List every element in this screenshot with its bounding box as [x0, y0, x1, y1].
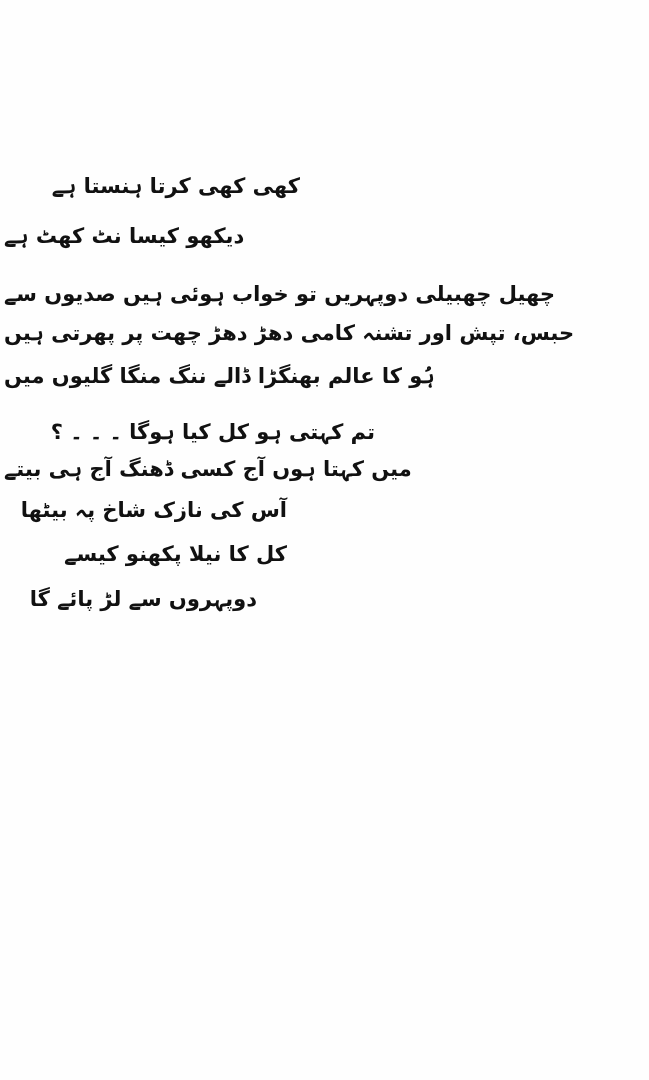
poem-line: کھی کھی کرتا ہنستا ہے	[51, 174, 300, 198]
poem-line: چھیل چھبیلی دوپہریں تو خواب ہوئی ہیں صدیوں سے	[4, 282, 556, 306]
poem-line: دیکھو کیسا نٹ کھٹ ہے	[4, 224, 245, 248]
poem-line: تم کہتی ہو کل کیا ہوگا ۔ ۔ ۔ ؟	[50, 420, 375, 444]
poem-line: ہُو کا عالم بھنگڑا ڈالے ننگ منگا گلیوں میں	[4, 364, 435, 388]
poem-line: میں کہتا ہوں آج کسی ڈھنگ آج ہی بیتے	[4, 457, 412, 481]
poem-line: حبس، تپش اور تشنہ کامی دھڑ دھڑ چھت پر پھرتی ہیں	[4, 321, 575, 345]
poem-line: کل کا نیلا پکھنو کیسے	[64, 542, 287, 566]
poem-line: آس کی نازک شاخ پہ بیٹھا	[20, 498, 287, 522]
poem-line: دوپہروں سے لڑ پائے گا	[29, 587, 257, 611]
